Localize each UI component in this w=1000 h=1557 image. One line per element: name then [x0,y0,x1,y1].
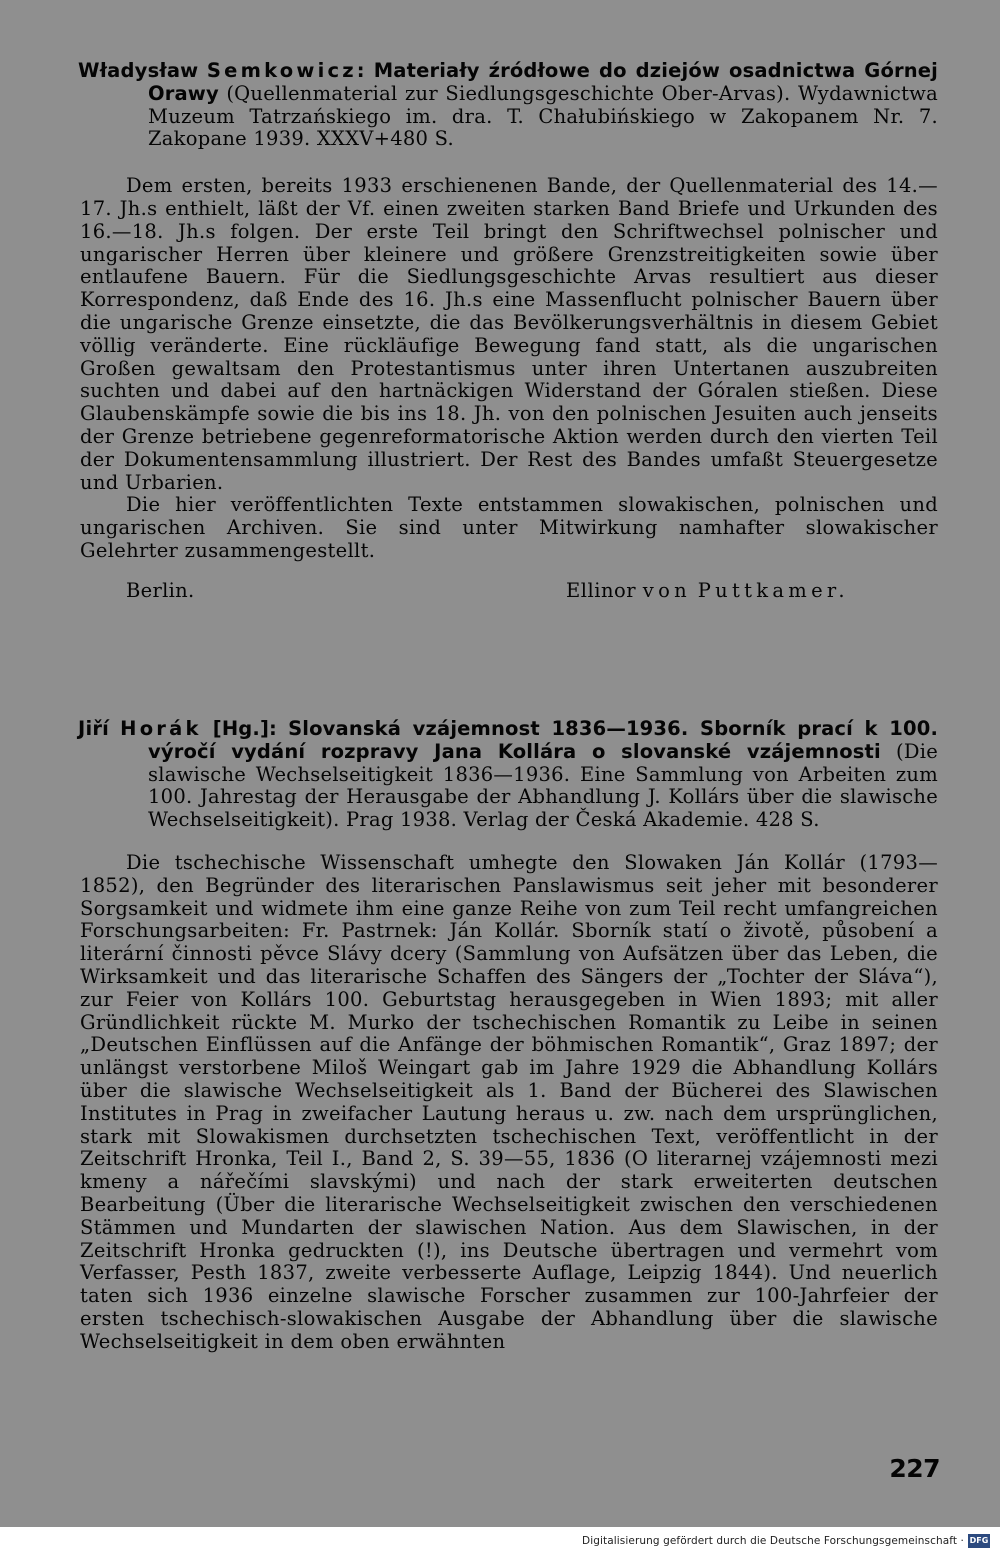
reviewer-surname: Puttkamer. [697,578,849,602]
book-title: Slovanská vzájemnost 1836—1936. Sborník prací k 100. výročí vydání rozpravy Jana Kollára o slovanské vzájemnosti [148,717,938,763]
signature-place: Berlin. [126,578,195,602]
bibliographic-heading [78,717,938,832]
reviewer-name [566,579,849,602]
review-semkowicz [0,60,1000,603]
review-paragraph: Die hier veröffentlichten Texte entstammen slowakischen, polnischen und ungarischen Archiven. Sie sind unter Mitwirkung namhafter slowakischer Gelehrter zusammengestellt. [80,493,938,562]
digitization-footer [0,1527,1000,1557]
editor-mark: [Hg.]: [212,717,277,740]
dfg-logo: DFG [968,1534,990,1548]
reviewer-particle: von [642,578,691,602]
page-number: 227 [889,1454,940,1483]
bibliographic-heading: Władysław Semkowicz: Materiały źródłowe do dziejów osadnictwa Górnej Orawy (Quellenmaterial zur Siedlungsgeschichte Ober-Arvas). Wydawnictwa Muzeum Tatrzańskiego im. dra. T. Chałubińskiego w Zakopanem Nr. 7. Zakopane 1939. XXXV+480 S. [78,59,939,151]
author-first-name: Jiří [78,717,110,740]
review-paragraph: Dem ersten, bereits 1933 erschienenen Bande, der Quellenmaterial des 14.—17. Jh.s enthielt, läßt der Vf. einen zweiten starken Band Briefe und Urkunden des 16.—18. Jh.s folgen. Der erste Teil bringt den Schriftwechsel polnischer und ungarischer Herren über kleinere und größere Grenzstreitigkeiten sowie über entlaufene Bauern. Für die Siedlungsgeschichte Arvas resultiert aus dieser Korrespondenz, daß Ende des 16. Jh.s eine Massenflucht polnischer Bauern über die ungarische Grenze einsetzte, die das Bevölkerungsverhältnis in diesem Gebiet völlig veränderte. Eine rückläufige Bewegung fand statt, als die ungarischen Großen gewaltsam den Protestantismus unter ihren Untertanen auszubreiten suchten und dabei auf den hartnäckigen Widerstand der Góralen stießen. Diese Glaubenskämpfe sowie die bis ins 18. Jh. von den polnischen Jesuiten auch jenseits der Grenze betriebene gegenreformatorische Aktion werden durch den vierten Teil der Dokumentensammlung illustriert. Der Rest des Bandes umfaßt Steuergesetze und Urbarien. [80,174,938,494]
book-details: (Quellenmaterial zur Siedlungsgeschichte Ober-Arvas). Wydawnictwa Muzeum Tatrzańskiego im. dra. T. Chałubińskiego w Zakopanem Nr. 7. Zakopane 1939. XXXV+480 S. [148,81,938,151]
author-surname: Horák [120,717,202,740]
author-first-name: Władysław [78,59,199,82]
review-horak [0,718,1000,1354]
funding-credit: Digitalisierung gefördert durch die Deutsche Forschungsgemeinschaft · [582,1535,964,1547]
reviewer-first-name: Ellinor [566,578,637,602]
review-paragraph: Die tschechische Wissenschaft umhegte den Slowaken Ján Kollár (1793—1852), den Begründer des literarischen Panslawismus seit jeher mit besonderer Sorgsamkeit und widmete ihm eine ganze Reihe von zum Teil recht umfangreichen Forschungsarbeiten: Fr. Pastrnek: Ján Kollár. Sborník statí o životě, působení a literární činnosti pěvce Slávy dcery (Sammlung von Aufsätzen über das Leben, die Wirksamkeit und das literarische Schaffen des Sängers der „Tochter der Sláva“), zur Feier von Kollárs 100. Geburtstag herausgegeben in Wien 1893; mit aller Gründlichkeit rückte M. Murko der tschechischen Romantik zu Leibe in seinen „Deutschen Einflüssen auf die Anfänge der böhmischen Romantik“, Graz 1897; der unlängst verstorbene Miloš Weingart gab im Jahre 1929 die Abhandlung Kollárs über die slawische Wechselseitigkeit als 1. Band der Bücherei des Slawischen Institutes in Prag in zweifacher Lautung heraus u. zw. nach dem ursprünglichen, stark mit Slowakismen durchsetzten tschechischen Text, veröffentlicht in der Zeitschrift Hronka, Teil I., Band 2, S. 39—55, 1836 (O literarnej vzájemnosti mezi kmeny a nářečími slavskými) und nach der stark erweiterten deutschen Bearbeitung (Über die literarische Wechselseitigkeit zwischen den verschiedenen Stämmen und Mundarten der slawischen Nation. Aus dem Slawischen, in der Zeitschrift Hronka gedruckten (!), ins Deutsche übertragen und vermehrt vom Verfasser, Pesth 1837, zweite verbesserte Auflage, Leipzig 1844). Und neuerlich taten sich 1936 einzelne slawische Forscher zusammen zur 100-Jahrfeier der ersten tschechisch-slowakischen Ausgabe der Abhandlung über die slawische Wechselseitigkeit in dem oben erwähnten [80,850,938,1353]
book-title: Materiały źródłowe do dziejów osadnictwa Górnej Orawy [148,59,939,105]
author-surname: Semkowicz [206,59,357,82]
review-signature [0,579,1000,603]
book-details: (Die slawische Wechselseitigkeit 1836—1936. Eine Sammlung von Arbeiten zum 100. Jahrestag der Herausgabe der Abhandlung J. Kollárs über die slawische Wechselseitigkeit). Prag 1938. Verlag der Česká Akademie. 428 S. [148,739,938,832]
